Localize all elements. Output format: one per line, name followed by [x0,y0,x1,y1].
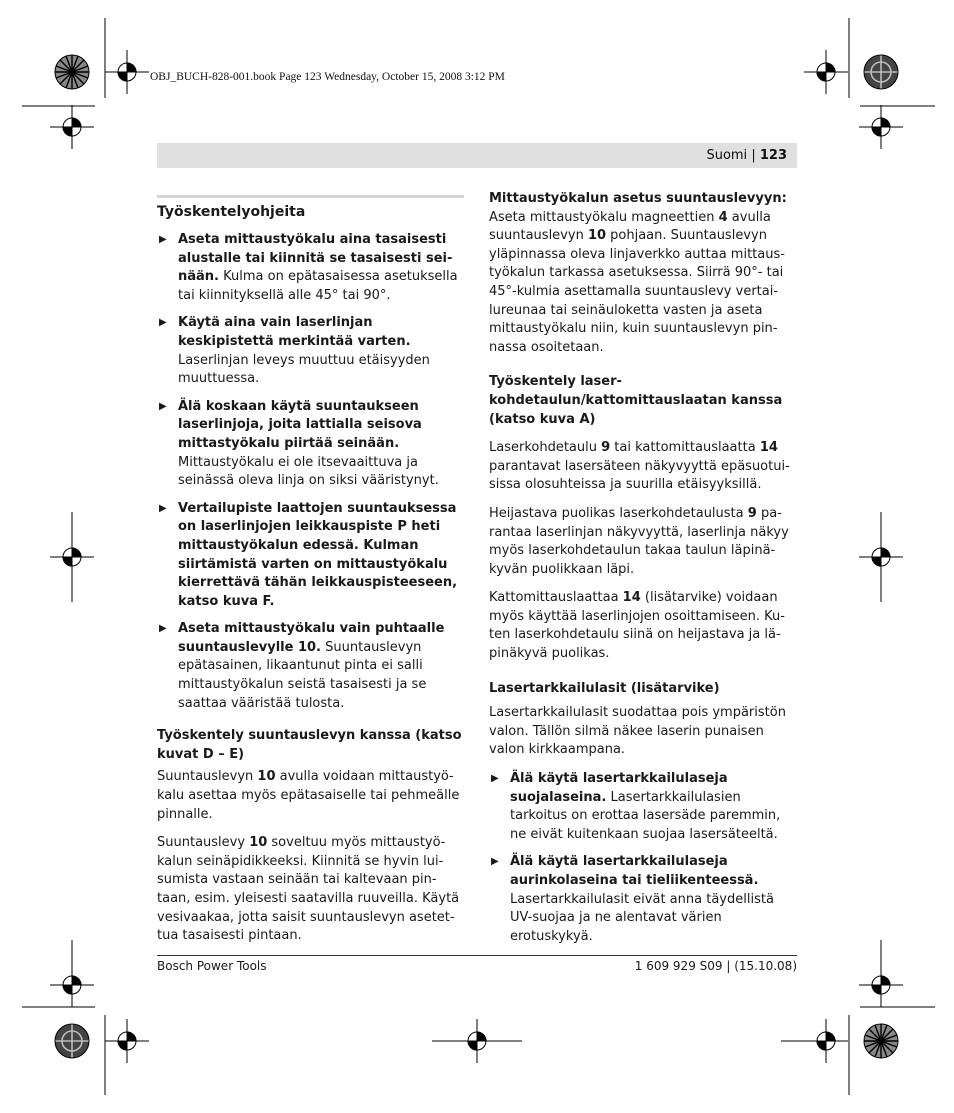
bullet-text: Mittaustyökalu ei ole itsevaaittuva ja seinässä oleva linja on siksi vääristynyt. [178,454,439,489]
bullet-bold-text: Älä käytä lasertarkkailulaseja aurinkolaseina tai tieliikenteessä. [510,854,759,888]
bullet-text: Laserlinjan leveys muuttuu etäisyyden muuttuessa. [178,352,430,387]
list-item [157,231,464,305]
footer-brand: Bosch Power Tools [157,959,267,973]
header-separator: | [751,148,756,163]
subsection-title: Työskentely laser-kohdetaulun/kattomittauslaatan kanssa (katso kuva A) [489,374,783,427]
star-target [864,1024,898,1058]
header-language: Suomi [706,148,748,163]
list-item [157,398,464,491]
bullet-bold-text: Älä käytä lasertarkkailulaseja suojalaseina. [510,771,728,805]
bullet-bold-text: Aseta mittaustyökalu aina tasaisesti alustalle tai kiinnitä se tasaisesti seinään. [178,232,453,285]
list-item [489,853,797,946]
right-column [489,190,797,955]
bullet-arrow-icon: ▶ [159,317,167,329]
bullet-arrow-icon: ▶ [491,856,499,868]
paragraph: Laserkohdetaulu 9 tai kattomittauslaatta 14 parantavat lasersäteen näkyvyyttä epäsuotuisissa olosuhteissa ja suurilla etäisyyksillä. [489,440,790,493]
registration-target [859,940,903,1007]
bullet-bold-text: Vertailupiste laattojen suuntauksessa on laserlinjojen leikkauspiste P heti mittaustyökalun edessä. Kulman siirtämistä varten on mittaustyökalu kierrettävä tähän leikkauspisteeseen, katso kuva F. [178,500,458,609]
bullet-arrow-icon: ▶ [159,502,167,514]
star-target [55,1024,89,1058]
paragraph: Lasertarkkailulasit suodattaa pois ympäristön valon. Tällön silmä näkee laserin punaisen valon kirkkaampana. [489,705,786,758]
bullet-arrow-icon: ▶ [159,400,167,412]
star-target [864,55,898,89]
print-slug: OBJ_BUCH-828-001.book Page 123 Wednesday, October 15, 2008 3:12 PM [150,71,505,83]
page-header [157,143,797,168]
subsection-title: Työskentely suuntauslevyn kanssa (katso kuvat D – E) [157,728,462,762]
bullet-arrow-icon: ▶ [159,623,167,635]
registration-target [50,512,94,602]
registration-target [50,940,94,1007]
paragraph: Aseta mittaustyökalu magneettien 4 avulla suuntauslevyn 10 pohjaan. Suuntauslevyn yläpinnassa oleva linjaverkko auttaa mittaustyökalun tarkassa asetuksessa. Siirrä 90°- tai 45°-kulmia asettamalla suuntauslevy vertailureunaa tai seinäuloketta vasten ja aseta mittaustyökalu niin, kuin suuntauslevyn pinnassa osoitetaan. [489,209,785,355]
left-column [157,195,464,956]
bullet-text: Lasertarkkailulasit eivät anna täydellistä UV-suojaa ja ne alentavat värien erotuskykyä. [510,891,774,944]
subsection-title: Lasertarkkailulasit (lisätarvike) [489,680,720,696]
bullet-text: Kulma on epätasaisessa asetuksella tai kiinnityksellä alle 45° tai 90°. [178,269,458,303]
registration-target [859,512,903,602]
instruction-list [489,770,797,946]
header-text [706,148,787,163]
list-item [157,620,464,713]
bullet-bold-text: Älä koskaan käytä suuntaukseen laserlinjoja, joita lattialla seisova mittastyökalu piirtää seinään. [178,398,422,451]
footer-rule [157,955,797,956]
paragraph: Suuntauslevyn 10 avulla voidaan mittaustyökalu asettaa myös epätasaiselle tai pehmeälle pinnalle. [157,769,460,822]
page-number: 123 [759,148,787,163]
list-item [157,314,464,388]
bullet-text: Suuntauslevyn epätasainen, likaantunut pinta ei salli mittaustyökalun seistä tasaisesti ja se saattaa vääristää tulosta. [178,639,427,711]
star-target [55,55,89,89]
registration-target [432,1019,522,1063]
footer-doc-number: 1 609 929 S09 | (15.10.08) [634,959,797,973]
bullet-bold-text: Aseta mittaustyökalu vain puhtaalle suuntauslevylle 10. [178,621,445,655]
section-title: Työskentelyohjeita [157,204,306,220]
subsection-title: Mittaustyökalun asetus suuntauslevyyn: [489,191,787,206]
registration-target [50,105,94,149]
registration-target [105,50,149,94]
list-item [157,500,464,612]
bullet-arrow-icon: ▶ [159,234,167,245]
list-item [489,770,797,844]
registration-target [804,50,848,94]
paragraph: Heijastava puolikas laserkohdetaulusta 9 parantaa laserlinjan näkyvyyttä, laserlinja näkyy myös laserkohdetaulun takaa taulun läpinäkyvän puolikkaan läpi. [489,505,789,577]
paragraph: Suuntauslevy 10 soveltuu myös mittaustyökalun seinäpidikkeeksi. Kiinnitä se hyvin luisumista vastaan seinään tai kaltevaan pintaan, esim. yleisesti saatavilla ruuveilla. Käytä vesivaakaa, jotta saisit suuntauslevyn asetettua tasaisesti pintaan. [157,835,460,944]
bullet-bold-text: Käytä aina vain laserlinjan keskipistettä merkintää varten. [178,315,411,349]
registration-target [781,1019,848,1063]
paragraph: Kattomittauslaattaa 14 (lisätarvike) voidaan myös käyttää laserlinjojen osoittamiseen. Kuten laserkohdetaulu siinä on heijastava ja läpinäkyvä puolikas. [489,590,785,662]
bullet-text: Lasertarkkailulasien tarkoitus on erottaa lasersäde paremmin, ne eivät kuitenkaan suojaa lasersäteeltä. [510,789,781,842]
registration-target [859,105,903,149]
bullet-arrow-icon: ▶ [491,773,499,785]
instruction-list [157,231,464,713]
registration-target [105,1019,149,1063]
